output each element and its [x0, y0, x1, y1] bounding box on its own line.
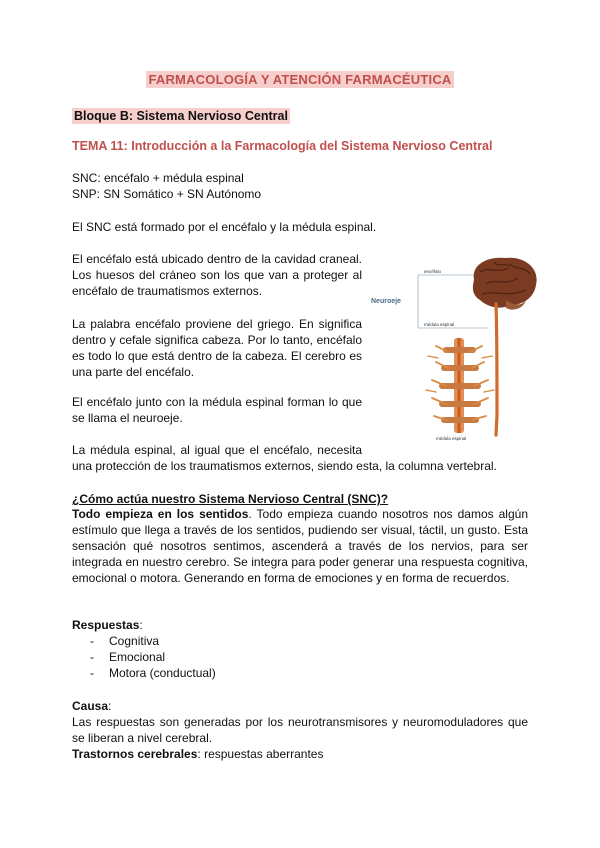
block-text: Bloque B: Sistema Nervioso Central [74, 109, 288, 123]
snc-section-body [72, 506, 528, 586]
encefalo-label: encéfalo [424, 269, 442, 274]
cause-heading-text: Causa [72, 699, 109, 713]
disorders-text: : respuestas aberrantes [197, 747, 324, 761]
list-item: - Emocional [72, 649, 216, 665]
neuroeje-paragraph: El encéfalo junto con la médula espinal forman lo que se llama el neuroeje. [72, 395, 362, 425]
neuroeje-illustration [368, 250, 543, 445]
snc-lead-bold: Todo empieza en los sentidos [72, 507, 249, 521]
cause-text: Las respuestas son generadas por los neurotransmisores y neuromoduladores que se liberan a nivel cerebral. [72, 715, 528, 745]
cause-colon: : [108, 699, 112, 713]
topic-heading: TEMA 11: Introducción a la Farmacología del Sistema Nervioso Central [72, 139, 493, 153]
medula-label-bottom: médula espinal [436, 436, 467, 441]
medula-paragraph-line2: una protección de los traumatismos externos, siendo esta, la columna vertebral. [72, 459, 497, 473]
responses-list [72, 633, 216, 681]
block-heading [72, 109, 290, 123]
medula-label-top: médula espinal [424, 322, 455, 327]
snc-body-text: . Todo empieza cuando nosotros nos damos algún estímulo que llega a través de los sentidos, pudiendo ser visual, táctil, un gusto. Esta sensación qué nosotros sentimos, ascenderá a través de los nervios, para ser integrada en nuestro cerebro. Se integra para poder generar una respuesta cognitiva, emocional o motora. Generando en forma de emociones y en forma de recuerdos. [72, 507, 528, 585]
encefalo-location-paragraph: El encéfalo está ubicado dentro de la cavidad craneal. Los huesos del cráneo son los que van a proteger al encéfalo de traumatismos externos. [72, 252, 362, 298]
document-title [0, 72, 600, 87]
brain-drawing [473, 258, 537, 310]
neuroeje-label: Neuroeje [371, 298, 401, 305]
vertebrae-drawing [426, 338, 494, 433]
snc-section-heading: ¿Cómo actúa nuestro Sistema Nervioso Central (SNC)? [72, 492, 389, 506]
snc-formed-paragraph: El SNC está formado por el encéfalo y la médula espinal. [72, 220, 377, 234]
responses-heading [72, 617, 143, 633]
snc-definition: SNC: encéfalo + médula espinal [72, 171, 244, 185]
list-item: - Motora (conductual) [72, 665, 216, 681]
disorders-bold: Trastornos cerebrales [72, 747, 198, 761]
list-item: - Cognitiva [72, 633, 216, 649]
encefalo-word-paragraph: La palabra encéfalo proviene del griego. En significa dentro y cefale significa cabeza. Por lo tanto, encéfalo es todo lo que está dentro de la cabeza. El cerebro es una parte del encéfalo. [72, 317, 362, 379]
medula-paragraph-line1: La médula espinal, al igual que el encéfalo, necesita [72, 443, 362, 457]
responses-colon: : [139, 618, 143, 632]
cause-heading [72, 698, 111, 714]
brain-shape [473, 258, 537, 308]
title-text: FARMACOLOGÍA Y ATENCIÓN FARMACÉUTICA [148, 72, 452, 87]
responses-heading-text: Respuestas [72, 618, 140, 632]
disorders-line [72, 746, 323, 762]
snp-definition: SNP: SN Somático + SN Autónomo [72, 187, 262, 201]
spinal-cord-drawing [496, 304, 497, 435]
